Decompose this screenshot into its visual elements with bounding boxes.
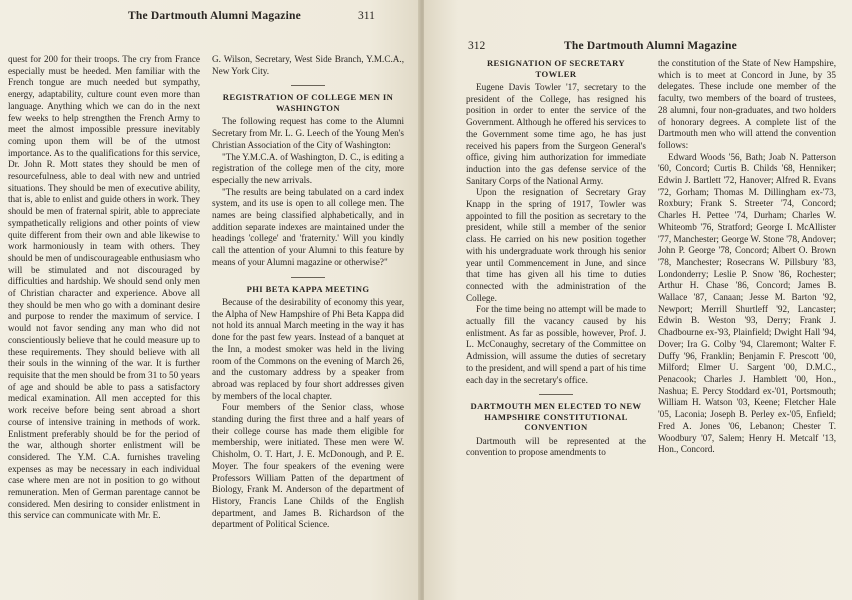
article-paragraph: Because of the desirability of economy this year, the Alpha of New Hampshire of Phi Beta Kappa did not hold its annual March meeting in the way it has done for the past few years. Instead of a banquet at the Inn, a modest smoker was held in the living room of the Commons on the evening of March 26, and the customary address by a speaker from abroad was replaced by four short addresses given by members of the local chapter. [212,297,404,401]
article-paragraph: "The Y.M.C.A. of Washington, D. C., is editing a registration of the college men of the city, more especially the new arrivals. [212,151,404,185]
section-divider [539,394,573,395]
left-page [0,0,420,600]
article-paragraph: For the time being no attempt will be made to actually fill the vacancy caused by his enlistment. As far as possible, however, Prof. J. L. McConaughy, secretary of the Committee on Admission, will assume the duties of secretary to the president, and will spend a part of his time each day in the secretary's office. [466,304,646,385]
right-column-2 [658,58,836,456]
section-divider [291,85,325,86]
article-paragraph: "The results are being tabulated on a card index system, and its use is open to all college men. The names are being classified alphabetically, and in addition separate indexes are maintained under the headings 'college' and 'fraternity.' Will you kindly call the attention of your Alumni to this feature by means of your Alumni magazine or otherwise?" [212,186,404,267]
running-head-left: The Dartmouth Alumni Magazine [128,10,301,22]
article-paragraph: Dartmouth will be represented at the convention to propose amendments to [466,435,646,458]
article-paragraph: Upon the resignation of Secretary Gray Knapp in the spring of 1917, Towler was appointed to fill the position as secretary to the president, while still a member of the senior class. He carried on his new position together with his undergraduate work through his senior year until Commencement in June, and since that time has given all his time to duties connected with the administration of the College. [466,187,646,303]
section-heading-convention: DARTMOUTH MEN ELECTED TO NEW HAMPSHIRE CONSTITUTIONAL CONVENTION [470,401,642,433]
section-heading-resignation: RESIGNATION OF SECRETARY TOWLER [486,58,626,79]
right-page [424,0,852,600]
article-paragraph: the constitution of the State of New Hampshire, which is to meet at Concord in June, by 35 delegates. These include one member of the faculty, two members of the board of trustees, 28 alumni, four non-graduates, and two holders of honorary degrees. A complete list of the Dartmouth men who will attend the convention follows: [658,58,836,150]
section-heading-registration: REGISTRATION OF COLLEGE MEN IN WASHINGTON [222,92,394,113]
left-column-1 [8,54,200,522]
running-head-right: The Dartmouth Alumni Magazine [564,40,737,52]
left-column-2 [212,54,404,531]
article-paragraph: The following request has come to the Alumni Secretary from Mr. L. G. Leech of the Young Men's Christian Association of the City of Washington: [212,116,404,150]
article-paragraph: quest for 200 for their troops. The cry from France especially must be heeded. Men familiar with the French tongue are much needed but sympathy, energy, adaptability, culture count even more than language. Anything which we can do in the next few weeks to help strengthen the French Army to meet the almost impossible pressure inevitably coming upon them will be of the utmost importance. As to the qualifications for this service, Dr. John R. Mott states they should be men of resourcefulness, able to deal with new and untried situations. They should be men of executive ability, that is, able to enlist and guide others in work. They should be men of fraternal spirit, able to appreciate sympathetically religions and other points of view quite different from their own and able likewise to work harmoniously in team with others. They should be men of undiscourageable enthusiasm who will be stimulated and not discouraged by difficulties and hardship. We should send only men of Christian character and experience. Above all they should be men who go with a dominant desire and purpose to render the maximum of service. I would not favor sending any man who did not conscientiously believe that he could measure up to these requirements. They should believe with all their souls in the winning of the war. It is further requisite that the men should be from 31 to 50 years of age and should be able to pass a satisfactory medical examination. All men accepted for this work receive before being sent abroad a short course of intensive training in methods of work. Enlistment preferably should be for the period of the war, although shorter enlistment will be considered. The Y.M. C.A. furnishes traveling expenses as may be necessary in each individual case where men are not in position to go without remuneration. Men of German parentage cannot be considered. Men desiring to consider enlistment in this service can communicate with Mr. E. [8,54,200,521]
page-number-right: 312 [468,40,486,52]
page-number-left: 311 [358,10,375,22]
article-paragraph: Four members of the Senior class, whose standing during the first three and a half years of their college course has made them eligible for membership, were initiated. These men were W. Chisholm, O. T. Hart, J. E. McDonough, and P. E. Moyer. The four speakers of the evening were Professors William Patten of the department of Biology, Frank M. Anderson of the department of History, Francis Lane Childs of the English department, and James B. Richardson of the department of Political Science. [212,402,404,530]
section-divider [291,277,325,278]
article-paragraph: G. Wilson, Secretary, West Side Branch, Y.M.C.A., New York City. [212,54,404,76]
delegates-list: Edward Woods '56, Bath; Joab N. Patterson '60, Concord; Curtis B. Childs '68, Henniker; Edwin J. Bartlett '72, Hanover; Alfred R. Evans '72, Gorham; Thomas M. Dillingham ex-'73, Roxbury; Frank S. Streeter '74, Concord; Charles H. Pettee '74, Durham; Charles W. Whiteomb '76, Stratford; George I. McAllister '77, Manchester; George W. Stone '78, Andover; John P. George '78, Concord; Albert O. Brown '78, Manchester; Rosecrans W. Pillsbury '83, Londonderry; Leslie P. Snow '86, Rochester; Arthur H. Chase '86, Concord; James B. Wallace '87, Canaan; Jesse M. Barton '92, Newport; Merrill Shurtleff '92, Lancaster; Edwin B. Weston '93, Derry; Frank J. Chadbourne ex-'93, Plainfield; Dwight Hall '94, Dover; Ira G. Colby '94, Claremont; Walter F. Duffy '96, Franklin; Benjamin F. Prescott '00, Milford; Elmer U. Sargent '00, D.M.C., Penacook; Charles J. Hamblett '00, Hon., Nashua; E. Percy Stoddard ex-'01, Portsmouth; William H. Watson '03, Keene; Fletcher Hale '05, Laconia; Joseph B. Perley ex-'05, Enfield; Fred A. Jones '06, Lebanon; Chester T. Woodbury '07, Salem; Henry H. Metcalf '13, Hon., Concord. [658,151,836,455]
right-column-1 [466,58,646,459]
article-paragraph: Eugene Davis Towler '17, secretary to the president of the College, has resigned his position in order to enter the service of the Government. Although he offered his services to the Government some time ago, he has just received his papers from the Surgeon General's office, giving him authorization for immediate induction into the gas defense service of the Sanitary Corps of the National Army. [466,82,646,186]
section-heading-phi-beta-kappa: PHI BETA KAPPA MEETING [246,283,370,294]
